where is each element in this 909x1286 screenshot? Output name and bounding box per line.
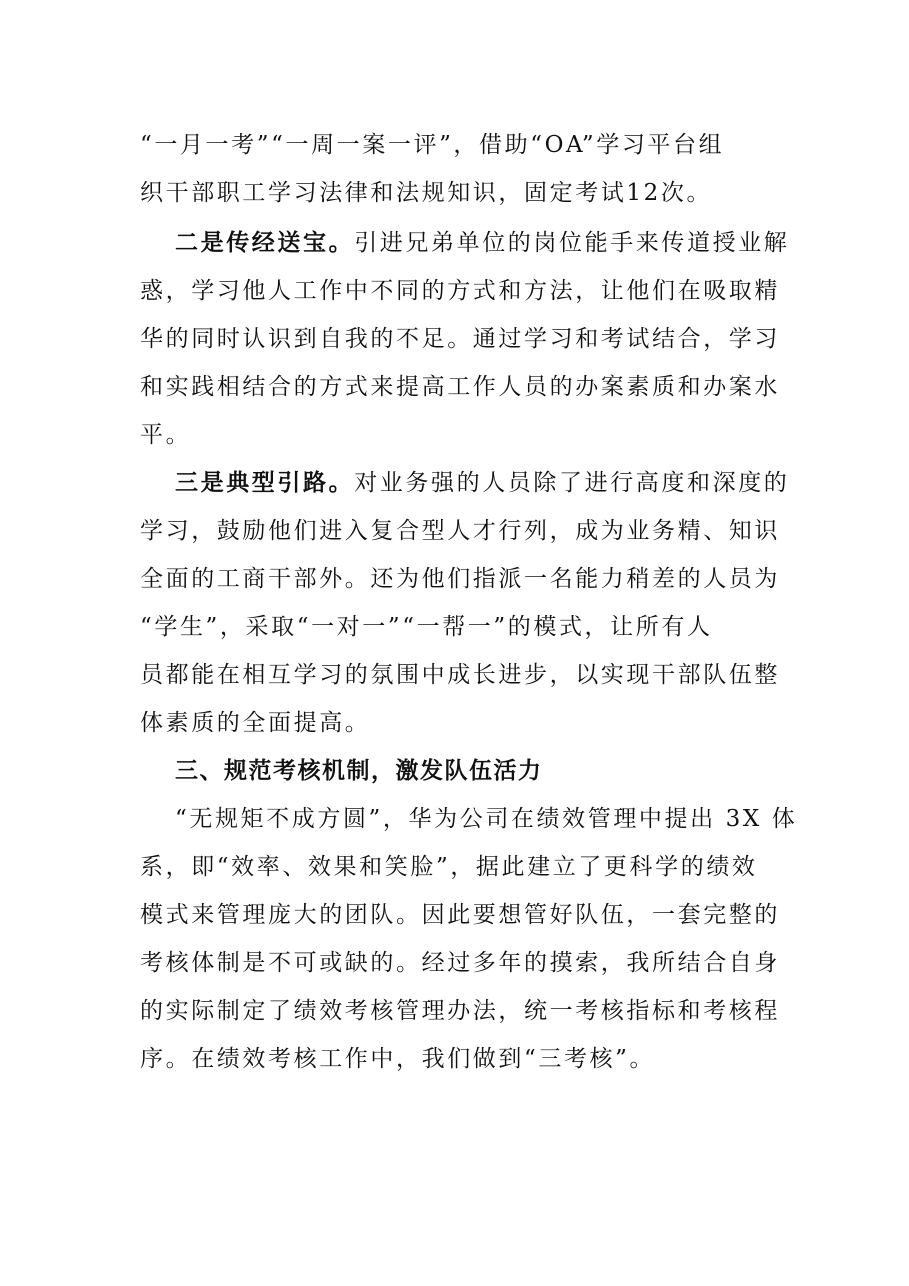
- text-line: 考核体制是不可或缺的。经过多年的摸索，我所结合自身: [140, 950, 780, 976]
- paragraph-lead: 三是典型引路。: [175, 469, 355, 496]
- paragraph-lead: 二是传经送宝。: [175, 229, 355, 256]
- text-line: 序。在绩效考核工作中，我们做到“三考核”。: [140, 1046, 656, 1072]
- text-line: 华的同时认识到自我的不足。通过学习和考试结合，学习: [140, 326, 780, 352]
- paragraph-text: 对业务强的人员除了进行高度和深度的: [354, 470, 790, 496]
- text-line: 织干部职工学习法律和法规知识，固定考试12次。: [140, 180, 713, 206]
- text-line: “一月一考”“一周一案一评”，借助“OA”学习平台组: [140, 132, 725, 158]
- text-line: 的实际制定了绩效考核管理办法，统一考核指标和考核程: [140, 998, 780, 1024]
- section-heading: 三、规范考核机制，激发队伍活力: [175, 757, 543, 784]
- text-line: 惑，学习他人工作中不同的方式和方法，让他们在吸取精: [140, 278, 780, 304]
- text-line: “学生”，采取“一对一”“一帮一”的模式，让所有人: [140, 614, 713, 640]
- paragraph-line: “无规矩不成方圆”，华为公司在绩效管理中提出 3X 体: [175, 806, 798, 832]
- paragraph-line: [175, 464, 790, 502]
- text-line: 平。: [140, 422, 192, 448]
- text-line: 员都能在相互学习的氛围中成长进步，以实现干部队伍整: [140, 662, 780, 688]
- text-line: 模式来管理庞大的团队。因此要想管好队伍，一套完整的: [140, 902, 780, 928]
- paragraph-line: [175, 224, 790, 262]
- paragraph-text: 引进兄弟单位的岗位能手来传道授业解: [354, 230, 790, 256]
- text-line: 和实践相结合的方式来提高工作人员的办案素质和办案水: [140, 374, 780, 400]
- text-line: 学习，鼓励他们进入复合型人才行列，成为业务精、知识: [140, 518, 780, 544]
- text-line: 系，即“效率、效果和笑脸”，据此建立了更科学的绩效: [140, 854, 758, 880]
- text-line: 体素质的全面提高。: [140, 710, 371, 736]
- text-line: 全面的工商干部外。还为他们指派一名能力稍差的人员为: [140, 566, 780, 592]
